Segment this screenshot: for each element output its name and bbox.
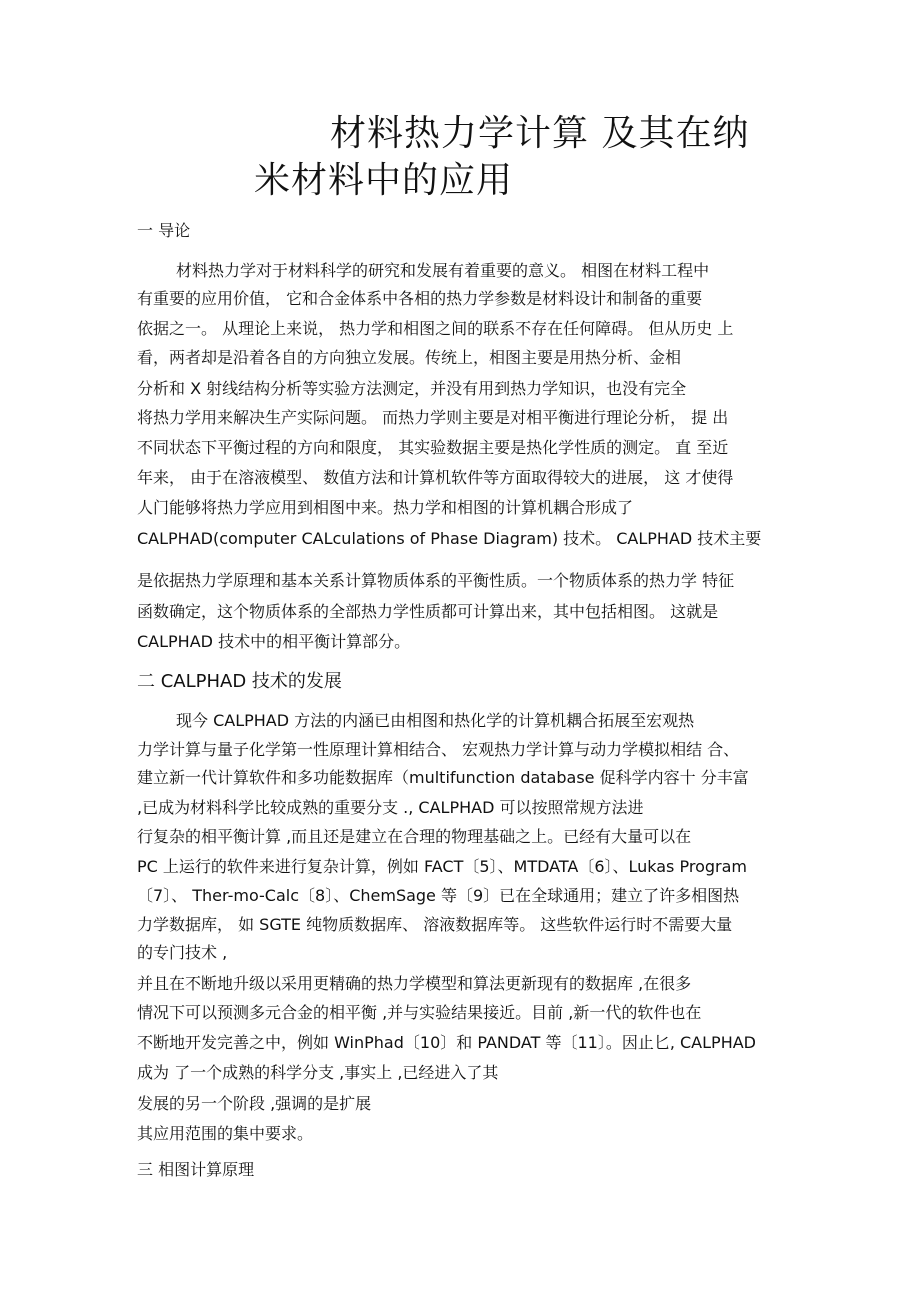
paragraph-line: PC 上运行的软件来进行复杂计算，例如 FACT〔5〕、MTDATA〔6〕、Lukas Program xyxy=(137,857,747,876)
paragraph-line: 行复杂的相平衡计算 ,而且还是建立在合理的物理基础之上。已经有大量可以在 xyxy=(137,827,692,846)
paragraph-line: 分析和 X 射线结构分析等实验方法测定，并没有用到热力学知识，也没有完全 xyxy=(137,379,687,398)
paragraph-line: 发展的另一个阶段 ,强调的是扩展 xyxy=(137,1094,372,1113)
paragraph-line: 不断地开发完善之中，例如 WinPhad〔10〕和 PANDAT 等〔11〕。因止匕, CALPHAD xyxy=(137,1033,756,1052)
paragraph-line: 材料热力学对于材料科学的研究和发展有着重要的意义。 相图在材料工程中 xyxy=(176,261,710,280)
paragraph-line: 函数确定，这个物质体系的全部热力学性质都可计算出来，其中包括相图。 这就是 xyxy=(137,602,719,621)
title-line-2: 米材料中的应用 xyxy=(254,160,514,201)
paragraph-line: 有重要的应用价值， 它和合金体系中各相的热力学参数是材料设计和制备的重要 xyxy=(137,289,703,308)
paragraph-line: CALPHAD 技术中的相平衡计算部分。 xyxy=(137,632,411,651)
paragraph-line: 看，两者却是沿着各自的方向独立发展。传统上，相图主要是用热分析、金相 xyxy=(137,348,682,367)
paragraph-line: CALPHAD(computer CALculations of Phase Diagram) 技术。 CALPHAD 技术主要 xyxy=(137,529,762,548)
paragraph-line: 的专门技术 , xyxy=(137,943,228,962)
paragraph-line: 成为 了一个成熟的科学分支 ,事实上 ,已经进入了其 xyxy=(137,1063,499,1082)
paragraph-line: 情况下可以预测多元合金的相平衡 ,并与实验结果接近。目前 ,新一代的软件也在 xyxy=(137,1003,702,1022)
title-line-1: 材料热力学计算 及其在纳 xyxy=(330,113,750,154)
section-heading-principle: 三 相图计算原理 xyxy=(137,1160,255,1179)
section-heading-intro: 一 导论 xyxy=(137,221,191,240)
paragraph-line: 建立新一代计算软件和多功能数据库（multifunction database 促科学内容十 分丰富 xyxy=(137,768,749,787)
paragraph-line: 其应用范围的集中要求。 xyxy=(137,1124,314,1143)
paragraph-line: ,已成为材料科学比较成熟的重要分支 ., CALPHAD 可以按照常规方法进 xyxy=(137,798,644,817)
paragraph-line: 依据之一。 从理论上来说， 热力学和相图之间的联系不存在任何障碍。 但从历史 上 xyxy=(137,319,734,338)
paragraph-line: 将热力学用来解决生产实际问题。 而热力学则主要是对相平衡进行理论分析， 提 出 xyxy=(137,408,729,427)
paragraph-line: 力学数据库， 如 SGTE 纯物质数据库、 溶液数据库等。 这些软件运行时不需要大量 xyxy=(137,915,733,934)
paragraph-line: 人门能够将热力学应用到相图中来。热力学和相图的计算机耦合形成了 xyxy=(137,498,634,517)
paragraph-line: 并且在不断地升级以采用更精确的热力学模型和算法更新现有的数据库 ,在很多 xyxy=(137,974,692,993)
paragraph-line: 现今 CALPHAD 方法的内涵已由相图和热化学的计算机耦合拓展至宏观热 xyxy=(176,711,695,730)
paragraph-line: 年来， 由于在溶液模型、 数值方法和计算机软件等方面取得较大的进展， 这 才使得 xyxy=(137,468,734,487)
paragraph-line: 是依据热力学原理和基本关系计算物质体系的平衡性质。一个物质体系的热力学 特征 xyxy=(137,571,735,590)
section-heading-calphad: 二 CALPHAD 技术的发展 xyxy=(137,671,342,692)
paragraph-line: 力学计算与量子化学第一性原理计算相结合、 宏观热力学计算与动力学模拟相结 合、 xyxy=(137,740,740,759)
paragraph-line: 不同状态下平衡过程的方向和限度， 其实验数据主要是热化学性质的测定。 直 至近 xyxy=(137,438,729,457)
paragraph-line: 〔7〕、 Ther-mo-Calc〔8〕、ChemSage 等〔9〕已在全球通用；建立了许多相图热 xyxy=(137,886,740,905)
